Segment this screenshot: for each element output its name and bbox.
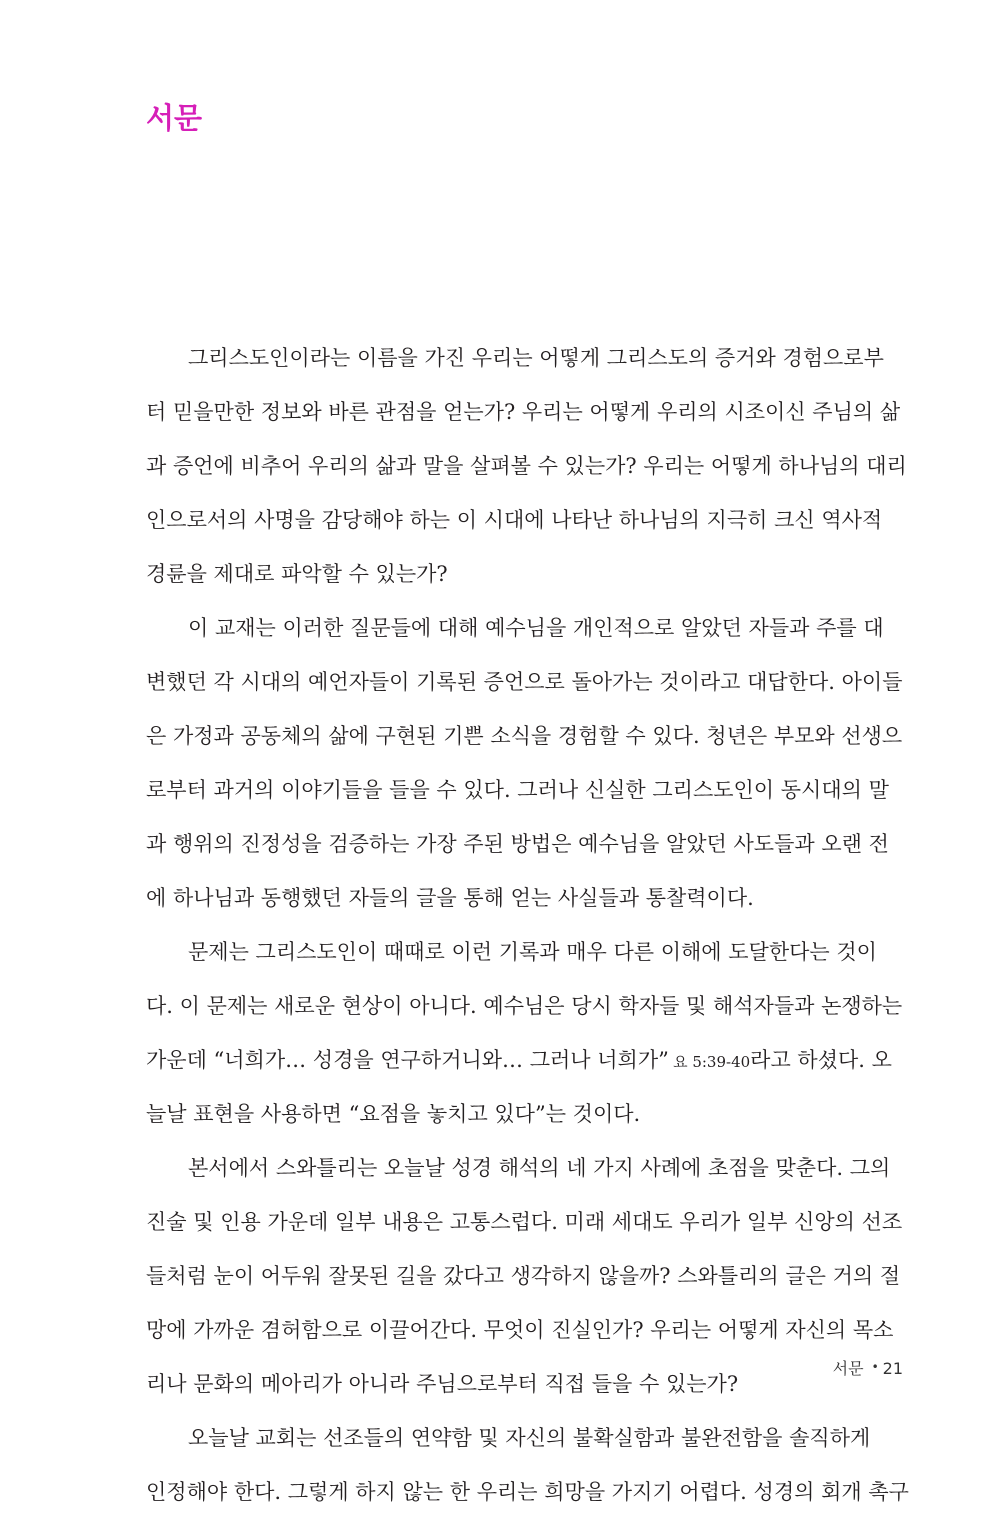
text-line: 문제는 그리스도인이 때때로 이런 기록과 매우 다른 이해에 도달한다는 것이 (188, 940, 877, 964)
text-line-with-reference (146, 1043, 892, 1097)
text-line: 과 증언에 비추어 우리의 삶과 말을 살펴볼 수 있는가? 우리는 어떻게 하나님의 대리 (146, 454, 907, 478)
text-line: 변했던 각 시대의 예언자들이 기록된 증언으로 돌아가는 것이라고 대답한다. 아이들 (146, 670, 903, 694)
text-line: 다. 이 문제는 새로운 현상이 아니다. 예수님은 당시 학자들 및 해석자들과 논쟁하는 (146, 994, 903, 1018)
page-number: 21 (882, 1359, 903, 1378)
paragraph-3 (146, 935, 903, 1151)
text-line: 과 행위의 진정성을 검증하는 가장 주된 방법은 예수님을 알았던 사도들과 오랜 전 (146, 832, 889, 856)
text-line: 본서에서 스와틀리는 오늘날 성경 해석의 네 가지 사례에 초점을 맞춘다. 그의 (188, 1156, 891, 1180)
text-line: 인으로서의 사명을 감당해야 하는 이 시대에 나타난 하나님의 지극히 크신 역사적 (146, 508, 883, 532)
running-head: 서문 (832, 1359, 864, 1378)
scripture-reference: 요 5:39-40 (673, 1053, 751, 1071)
text-line: 늘날 표현을 사용하면 “요점을 놓치고 있다”는 것이다. (146, 1102, 641, 1126)
chapter-title: 서문 (146, 101, 203, 135)
text-line: 진술 및 인용 가운데 일부 내용은 고통스럽다. 미래 세대도 우리가 일부 신앙의 선조 (146, 1210, 903, 1234)
text-line: 리나 문화의 메아리가 아니라 주님으로부터 직접 들을 수 있는가? (146, 1372, 739, 1396)
text-line: 터 믿을만한 정보와 바른 관점을 얻는가? 우리는 어떻게 우리의 시조이신 주님의 삶 (146, 400, 901, 424)
text-line: 그리스도인이라는 이름을 가진 우리는 어떻게 그리스도의 증거와 경험으로부 (188, 346, 884, 370)
text-line: 오늘날 교회는 선조들의 연약함 및 자신의 불확실함과 불완전함을 솔직하게 (188, 1426, 871, 1450)
text-line: 경륜을 제대로 파악할 수 있는가? (146, 562, 448, 586)
paragraph-5 (146, 1421, 909, 1529)
paragraph-2 (146, 611, 903, 935)
page-footer (833, 1359, 903, 1380)
text-line: 에 하나님과 동행했던 자들의 글을 통해 얻는 사실들과 통찰력이다. (146, 886, 754, 910)
paragraph-1 (146, 341, 907, 611)
text-line: 인정해야 한다. 그렇게 하지 않는 한 우리는 희망을 가지기 어렵다. 성경의 회개 촉구 (146, 1480, 909, 1504)
text-line: 망에 가까운 겸허함으로 이끌어간다. 무엇이 진실인가? 우리는 어떻게 자신의 목소 (146, 1318, 894, 1342)
footer-separator: • (871, 1360, 879, 1374)
text-segment: 가운데 “너희가… 성경을 연구하거니와… 그러나 너희가” (146, 1048, 669, 1072)
text-line: 은 가정과 공동체의 삶에 구현된 기쁜 소식을 경험할 수 있다. 청년은 부모와 선생으 (146, 724, 903, 748)
text-line: 로부터 과거의 이야기들을 들을 수 있다. 그러나 신실한 그리스도인이 동시대의 말 (146, 778, 889, 802)
text-line: 들처럼 눈이 어두워 잘못된 길을 갔다고 생각하지 않을까? 스와틀리의 글은 거의 절 (146, 1264, 901, 1288)
text-line: 이 교재는 이러한 질문들에 대해 예수님을 개인적으로 알았던 자들과 주를 대 (188, 616, 884, 640)
text-segment: 라고 하셨다. 오 (750, 1048, 892, 1072)
